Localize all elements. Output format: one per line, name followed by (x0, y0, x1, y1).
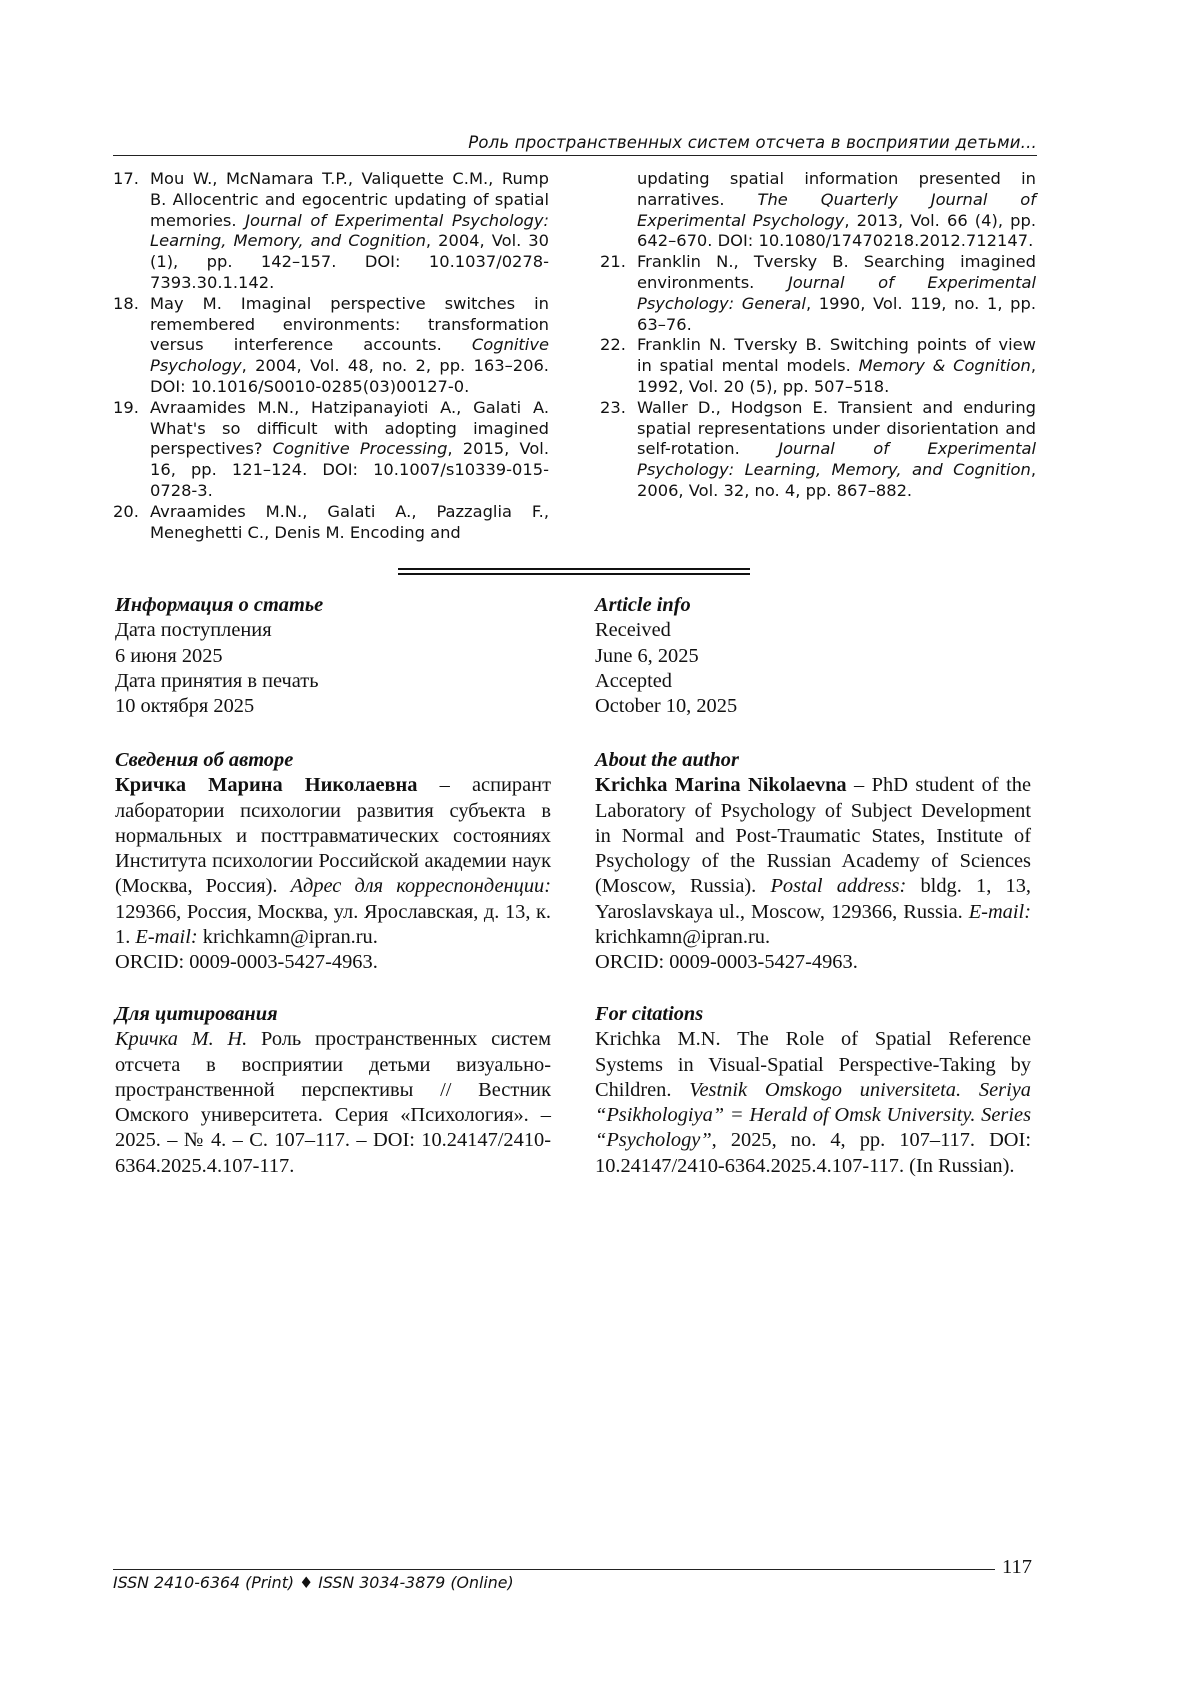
header-rule (113, 155, 1037, 156)
reference-item (113, 502, 549, 544)
orcid: ORCID: 0009-0003-5427-4963. (595, 951, 858, 974)
reference-number: 19. (113, 397, 139, 417)
author-heading: Сведения об авторе (115, 749, 294, 771)
reference-text: Franklin N., Tversky B. Searching imagined environments. Journal of Experimental Psychology: General, 1990, Vol. 119, no. 1, pp. 63–76. (637, 252, 1036, 334)
citation-body-2: , 2025, no. 4, pp. 107–117. DOI: 10.24147/2410-6364.2025.4.107-117. (In Russian). (595, 1129, 1031, 1177)
address-text: 129366, Россия, Москва, ул. Ярославская, д. 13, к. 1. (115, 900, 551, 949)
citation-text (115, 1027, 551, 1179)
section-divider-top (398, 568, 750, 570)
address-label: Postal address: (770, 875, 907, 898)
author-heading: About the author (595, 749, 739, 771)
accepted-label: Accepted (595, 669, 672, 692)
reference-item (113, 169, 549, 294)
citation-author: Кричка М. Н. (115, 1028, 248, 1051)
received-date: 6 июня 2025 (115, 644, 223, 667)
reference-number (600, 169, 637, 252)
running-title: Роль пространственных систем отсчета в восприятии детьми... (468, 133, 1037, 152)
author-desc: – PhD student of the Laboratory of Psychology of Subject Development in Normal and Post-Traumatic States, Institute of Psychology of the Russian Academy of Sciences (Moscow, Russia). (595, 774, 1031, 898)
address-label: Адрес для корреспонденции: (290, 875, 551, 898)
received-label: Дата поступления (115, 619, 272, 642)
issn-line: ISSN 2410-6364 (Print) ♦ ISSN 3034-3879 (Online) (113, 1573, 514, 1592)
accepted-label: Дата принятия в печать (115, 669, 319, 692)
citation-block-en (595, 1002, 1031, 1179)
citation-journal: Vestnik Omskogo universiteta. Seriya “Psikhologiya” = Herald of Omsk University. Series “Psychology” (595, 1078, 1031, 1152)
accepted-date: 10 октября 2025 (115, 695, 255, 718)
reference-item (600, 169, 1036, 252)
received-label: Received (595, 619, 671, 642)
reference-number: 18. (113, 293, 139, 313)
reference-item (600, 335, 1036, 397)
author-paragraph (115, 773, 551, 950)
author-block-en (595, 748, 1031, 976)
email-text: krichkamn@ipran.ru. (595, 926, 771, 949)
section-divider-bottom (398, 573, 750, 575)
reference-text: May M. Imaginal perspective switches in remembered environments: transformation versus interference accounts. Cognitive Psychology, 2004, Vol. 48, no. 2, pp. 163–206. DOI: 10.1016/S0010-0285(03)00127-0. (150, 293, 549, 396)
reference-text: updating spatial information presented in narratives. The Quarterly Journal of Experimental Psychology, 2013, Vol. 66 (4), pp. 642–670. DOI: 10.1080/17470218.2012.712147. (637, 169, 1036, 251)
article-info-heading: Article info (595, 594, 691, 616)
citation-heading: Для цитирования (115, 1003, 278, 1025)
reference-text: Waller D., Hodgson E. Transient and enduring spatial representations under disorientation and self-rotation. Journal of Experimental Psychology: Learning, Memory, and Cognition, 2006, Vol. 32, no. 4, pp. 867–882. (637, 397, 1036, 500)
article-info-heading: Информация о статье (115, 594, 324, 616)
author-name: Krichka Marina Nikolaevna (595, 774, 847, 797)
reference-item (113, 294, 549, 398)
reference-number: 23. (600, 397, 626, 417)
references-left-column (113, 169, 549, 543)
reference-item (600, 252, 1036, 335)
author-block-ru (115, 748, 551, 976)
address-text: bldg. 1, 13, Yaroslavskaya ul., Moscow, 129366, Russia. (595, 875, 1031, 923)
author-paragraph (595, 773, 1031, 950)
reference-text: Avraamides M.N., Hatzipanayioti A., Galati A. What's so difficult with adopting imagined perspectives? Cognitive Processing, 2015, Vol. 16, pp. 121–124. DOI: 10.1007/s10339-015-0728-3. (150, 397, 549, 500)
citation-body-1: Krichka M.N. The Role of Spatial Reference Systems in Visual-Spatial Perspective-Taking by Children. (595, 1028, 1031, 1101)
citation-heading: For citations (595, 1003, 704, 1025)
citation-block-ru (115, 1002, 551, 1179)
reference-number: 20. (113, 501, 139, 521)
reference-item (113, 398, 549, 502)
author-name: Кричка Марина Николаевна (115, 774, 418, 797)
reference-item (600, 398, 1036, 502)
reference-number: 17. (113, 169, 139, 188)
page-number: 117 (1002, 1556, 1032, 1578)
accepted-date: October 10, 2025 (595, 695, 738, 718)
email-label: E-mail: (968, 900, 1031, 923)
orcid: ORCID: 0009-0003-5427-4963. (115, 951, 378, 974)
author-desc: – аспирант лаборатории психологии развития субъекта в нормальных и посттравматических состояниях Института психологии Российской академии наук (Москва, Россия). (115, 774, 551, 898)
email-label: E-mail: (135, 926, 198, 949)
reference-number: 21. (600, 252, 626, 272)
reference-number: 22. (600, 335, 626, 355)
reference-text: Franklin N. Tversky B. Switching points of view in spatial mental models. Memory & Cognition, 1992, Vol. 20 (5), pp. 507–518. (637, 335, 1036, 396)
citation-text (595, 1027, 1031, 1179)
reference-text: Avraamides M.N., Galati A., Pazzaglia F., Meneghetti C., Denis M. Encoding and (150, 501, 549, 542)
references-right-column (600, 169, 1036, 502)
received-date: June 6, 2025 (595, 644, 699, 667)
citation-body: Роль пространственных систем отсчета в восприятии детьми визуально-пространственной перспективы // Вестник Омского университета. Серия «Психология». – 2025. – № 4. – С. 107–117. – DOI: 10.24147/2410-6364.2025.4.107-117. (115, 1028, 551, 1177)
email-text: krichkamn@ipran.ru. (197, 926, 378, 949)
reference-text: Mou W., McNamara T.P., Valiquette C.M., Rump B. Allocentric and egocentric updating of spatial memories. Journal of Experimental Psychology: Learning, Memory, and Cognition, 2004, Vol. 30 (1), pp. 142–157. DOI: 10.1037/0278-7393.30.1.142. (150, 169, 549, 292)
footer-rule (113, 1569, 995, 1570)
